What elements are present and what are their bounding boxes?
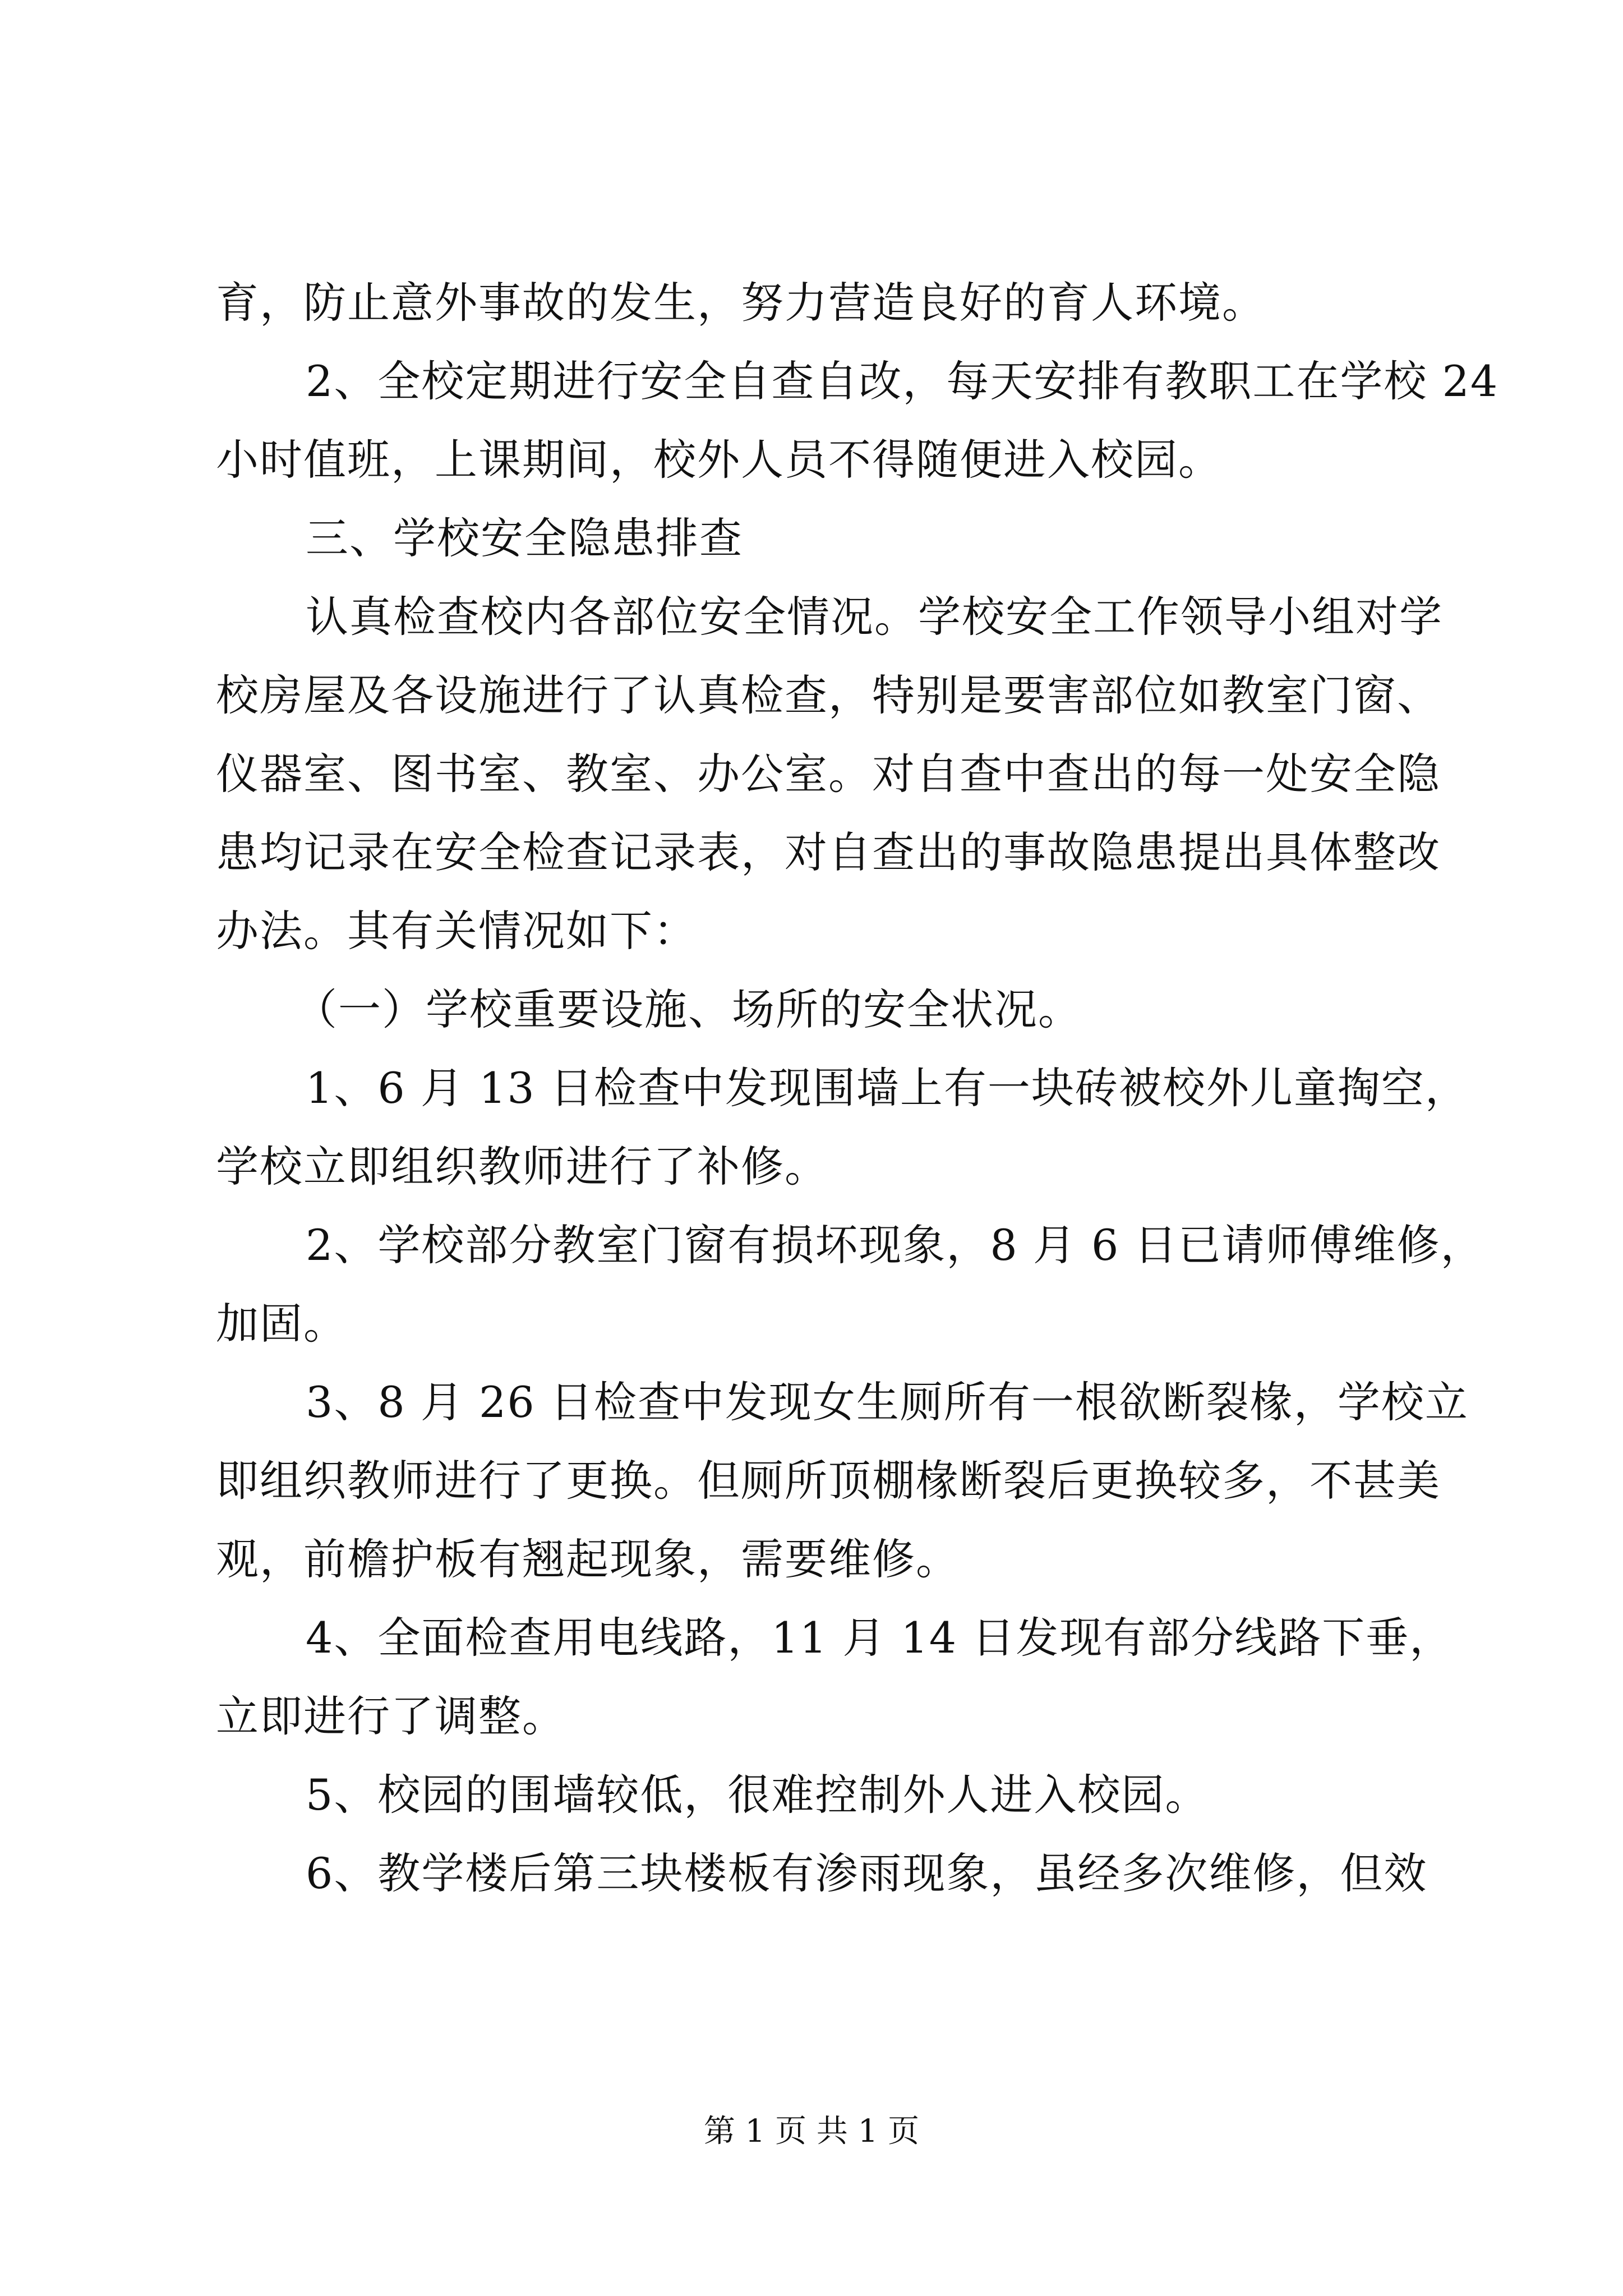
text-line: 4、全面检查用电线路，11 月 14 日发现有部分线路下垂， bbox=[306, 1613, 1454, 1663]
text-line: 办法。其有关情况如下： bbox=[216, 906, 697, 956]
text-line: 立即进行了调整。 bbox=[216, 1691, 566, 1741]
text-line: 学校立即组织教师进行了补修。 bbox=[216, 1142, 828, 1191]
document-body bbox=[216, 264, 1499, 1913]
text-line: 患均记录在安全检查记录表，对自查出的事故隐患提出具体整改 bbox=[216, 827, 1441, 877]
text-line: 6、教学楼后第三块楼板有渗雨现象，虽经多次维修，但效 bbox=[306, 1848, 1428, 1898]
text-line: 加固。 bbox=[216, 1299, 347, 1349]
text-line: 2、全校定期进行安全自查自改，每天安排有教职工在学校 24 bbox=[306, 356, 1499, 406]
section-heading: 三、学校安全隐患排查 bbox=[306, 513, 743, 563]
text-line: 5、校园的围墙较低，很难控制外人进入校园。 bbox=[306, 1770, 1209, 1820]
text-line: 即组织教师进行了更换。但厕所顶棚椽断裂后更换较多，不甚美 bbox=[216, 1456, 1441, 1506]
text-line: 2、学校部分教室门窗有损坏现象，8 月 6 日已请师傅维修， bbox=[306, 1220, 1484, 1270]
page-footer bbox=[0, 2109, 1623, 2154]
text-line: 观，前檐护板有翘起现象，需要维修。 bbox=[216, 1534, 960, 1584]
page-number-label: 第 1 页 共 1 页 bbox=[703, 2113, 920, 2150]
text-line: 育，防止意外事故的发生，努力营造良好的育人环境。 bbox=[216, 278, 1266, 328]
subsection-heading: （一）学校重要设施、场所的安全状况。 bbox=[294, 984, 1082, 1034]
text-line: 小时值班，上课期间，校外人员不得随便进入校园。 bbox=[216, 435, 1222, 485]
text-line: 仪器室、图书室、教室、办公室。对自查中查出的每一处安全隐 bbox=[216, 749, 1441, 799]
text-line: 认真检查校内各部位安全情况。学校安全工作领导小组对学 bbox=[306, 592, 1443, 642]
text-line: 3、8 月 26 日检查中发现女生厕所有一根欲断裂椽，学校立 bbox=[306, 1377, 1469, 1427]
text-line: 1、6 月 13 日检查中发现围墙上有一块砖被校外儿童掏空， bbox=[306, 1063, 1469, 1113]
text-line: 校房屋及各设施进行了认真检查，特别是要害部位如教室门窗、 bbox=[216, 670, 1441, 720]
